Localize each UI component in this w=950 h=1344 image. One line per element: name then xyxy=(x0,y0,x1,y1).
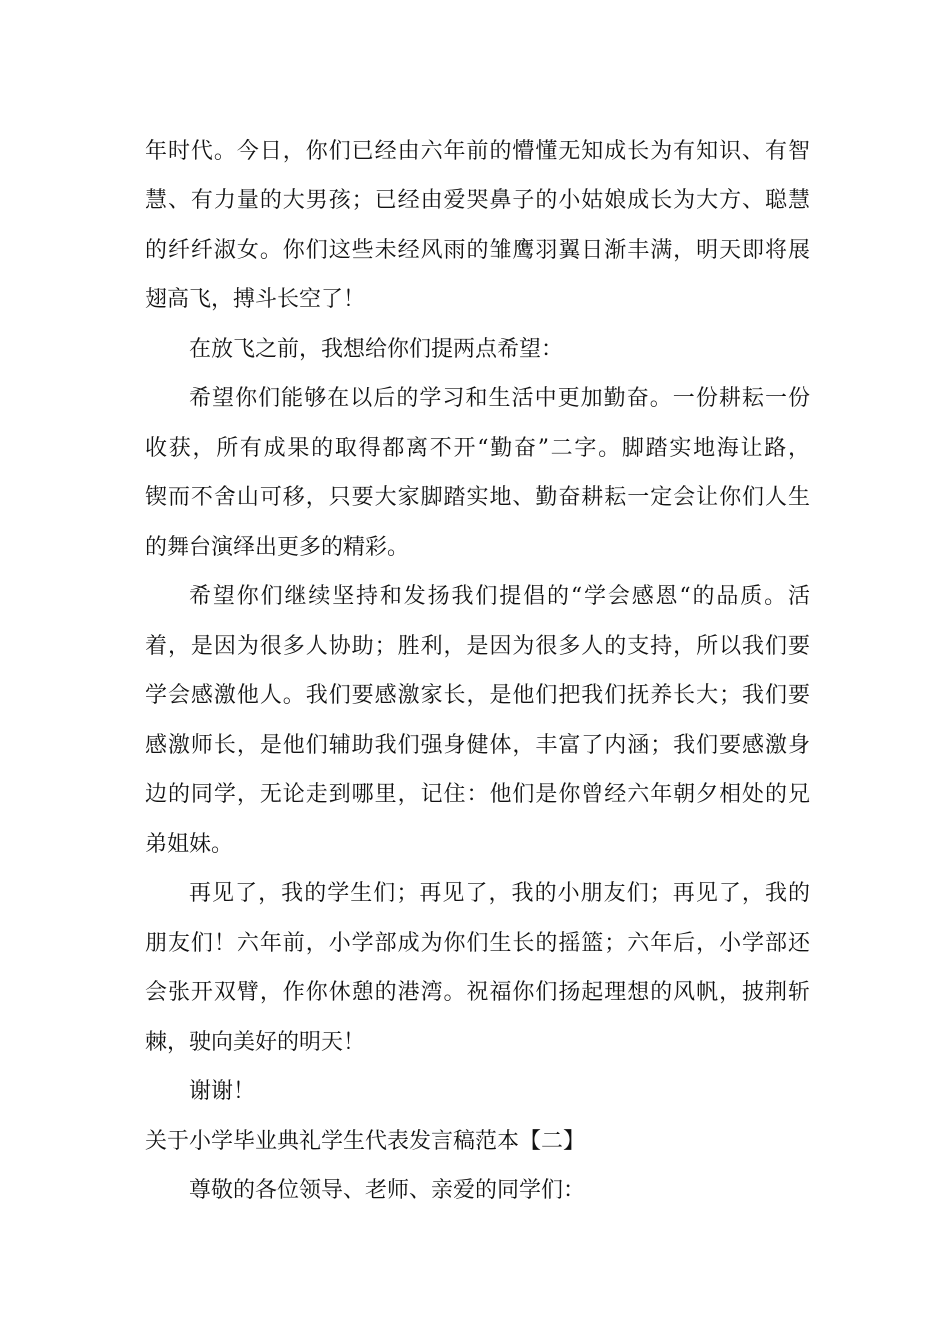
paragraph-line: 弟姐妹。 xyxy=(145,832,234,857)
section-heading: 关于小学毕业典礼学生代表发言稿范本【二】 xyxy=(145,1129,586,1154)
paragraph-line: 慧、有力量的大男孩；已经由爱哭鼻子的小姑娘成长为大方、聪慧 xyxy=(145,188,810,213)
closing-line: 谢谢！ xyxy=(189,1079,256,1104)
paragraph-line: 的舞台演绎出更多的精彩。 xyxy=(145,535,410,560)
paragraph-line: 朋友们！六年前，小学部成为你们生长的摇篮；六年后，小学部还 xyxy=(145,931,810,956)
paragraph-line: 的纤纤淑女。你们这些未经风雨的雏鹰羽翼日渐丰满，明天即将展 xyxy=(145,238,810,263)
paragraph-line: 着，是因为很多人协助；胜利，是因为很多人的支持，所以我们要 xyxy=(145,634,810,659)
paragraph-line: 感激师长，是他们辅助我们强身健体，丰富了内涵；我们要感激身 xyxy=(145,733,810,758)
paragraph-line: 边的同学，无论走到哪里，记住：他们是你曾经六年朝夕相处的兄 xyxy=(145,782,810,807)
paragraph-line: 希望你们能够在以后的学习和生活中更加勤奋。一份耕耘一份 xyxy=(189,386,810,411)
paragraph-line: 希望你们继续坚持和发扬我们提倡的“学会感恩“的品质。活 xyxy=(189,584,810,609)
paragraph-line: 锲而不舍山可移，只要大家脚踏实地、勤奋耕耘一定会让你们人生 xyxy=(145,485,810,510)
paragraph-line: 再见了，我的学生们；再见了，我的小朋友们；再见了，我的 xyxy=(189,881,810,906)
paragraph-line: 会张开双臂，作你休憩的港湾。祝福你们扬起理想的风帆，披荆斩 xyxy=(145,980,810,1005)
paragraph-line: 在放飞之前，我想给你们提两点希望： xyxy=(189,337,564,362)
salutation-line: 尊敬的各位领导、老师、亲爱的同学们： xyxy=(189,1178,586,1203)
paragraph-line: 棘，驶向美好的明天！ xyxy=(145,1030,366,1055)
paragraph-line: 年时代。今日，你们已经由六年前的懵懂无知成长为有知识、有智 xyxy=(145,139,810,164)
paragraph-line: 收获，所有成果的取得都离不开“勤奋”二字。脚踏实地海让路， xyxy=(145,436,810,461)
paragraph-line: 学会感激他人。我们要感激家长，是他们把我们抚养长大；我们要 xyxy=(145,683,810,708)
paragraph-line: 翅高飞，搏斗长空了！ xyxy=(145,287,366,312)
